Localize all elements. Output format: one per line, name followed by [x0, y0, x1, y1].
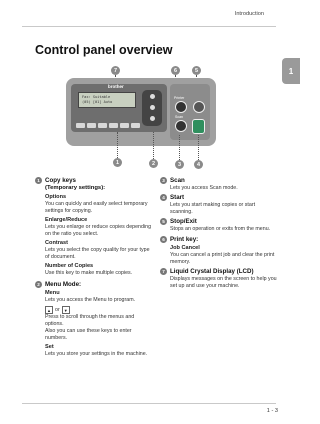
job-cancel-text: You can cancel a print job and clear the print memory. — [170, 252, 275, 265]
set-text: Lets you store your settings in the machine. — [45, 351, 148, 357]
page-number: 1 - 3 — [266, 408, 278, 414]
item-copy-keys — [35, 177, 153, 184]
left-column — [35, 177, 153, 358]
page-title: Control panel overview — [35, 43, 173, 57]
chapter-tab: 1 — [282, 58, 300, 84]
copy-key[interactable] — [120, 123, 129, 128]
callout-4: 4 — [194, 160, 203, 169]
callout-2: 2 — [149, 159, 158, 168]
item-number: 1 — [35, 177, 42, 184]
copy-key[interactable] — [98, 123, 107, 128]
lcd-line-2: (05) [01] Auto — [82, 100, 113, 104]
item-print-key — [160, 236, 278, 243]
callout-3: 3 — [175, 160, 184, 169]
footer-divider — [22, 403, 276, 404]
down-arrow-icon: ▼ — [62, 306, 70, 314]
item-title: Scan — [170, 177, 185, 184]
contrast-text: Lets you select the copy quality for your type of document. — [45, 247, 150, 260]
scan-text: Lets you access Scan mode. — [170, 185, 238, 191]
up-arrow-key[interactable] — [150, 94, 155, 99]
item-stop-exit — [160, 218, 278, 225]
down-arrow-key[interactable] — [150, 116, 155, 121]
print-key[interactable] — [175, 101, 187, 113]
callout-6: 6 — [171, 66, 180, 75]
item-title: Copy keys — [45, 177, 76, 184]
item-title: Start — [170, 194, 185, 201]
options-text: You can quickly and easily select temporary settings for copying. — [45, 201, 148, 214]
start-text: Lets you start making copies or start scanning. — [170, 202, 256, 215]
arrow-text: Press to scroll through the menus and options. — [45, 314, 135, 327]
copy-key[interactable] — [76, 123, 85, 128]
item-subtitle: (Temporary settings): — [45, 185, 106, 191]
brand-logo: brother — [108, 84, 124, 89]
leader-line — [179, 135, 180, 160]
item-number: 4 — [160, 194, 167, 201]
enlarge-text: Lets you enlarge or reduce copies depending on the ratio you select. — [45, 224, 152, 237]
right-column — [160, 177, 278, 290]
enlarge-heading: Enlarge/Reduce — [45, 217, 88, 223]
job-cancel-heading: Job Cancel — [170, 245, 200, 251]
item-scan — [160, 177, 278, 184]
item-number: 7 — [160, 268, 167, 275]
stop-exit-key[interactable] — [193, 101, 205, 113]
stop-exit-text: Stops an operation or exits from the menu. — [170, 226, 271, 232]
leader-line — [153, 132, 154, 159]
start-key[interactable] — [192, 119, 205, 134]
scan-label: Scan — [175, 115, 183, 119]
set-heading: Set — [45, 344, 54, 350]
arrow-text-2: Also you can use these keys to enter numbers. — [45, 328, 132, 341]
lcd-line-1: Fax: Suitable — [82, 95, 111, 99]
copies-heading: Number of Copies — [45, 263, 94, 269]
copy-key[interactable] — [109, 123, 118, 128]
copy-key[interactable] — [87, 123, 96, 128]
item-number: 3 — [160, 177, 167, 184]
item-number: 2 — [35, 281, 42, 288]
item-lcd — [160, 268, 278, 275]
set-key[interactable] — [150, 105, 155, 110]
callout-5: 5 — [192, 66, 201, 75]
item-title: Print key: — [170, 236, 199, 243]
item-title: Menu Mode: — [45, 281, 82, 288]
item-number: 5 — [160, 218, 167, 225]
menu-text: Lets you access the Menu to program. — [45, 297, 136, 303]
callout-1: 1 — [113, 158, 122, 167]
item-title: Liquid Crystal Display (LCD) — [170, 268, 254, 275]
running-title: Introduction — [234, 11, 264, 17]
arrow-keys — [35, 306, 153, 314]
callout-7: 7 — [111, 66, 120, 75]
copy-key[interactable] — [131, 123, 140, 128]
lcd-display — [78, 92, 136, 108]
contrast-heading: Contrast — [45, 240, 68, 246]
item-menu-mode — [35, 281, 153, 288]
printer-label: Printer — [174, 96, 185, 100]
copies-text: Use this key to make multiple copies. — [45, 270, 133, 276]
header-divider — [22, 26, 276, 27]
lcd-text: Displays messages on the screen to help you set up and use your machine. — [170, 276, 277, 289]
leader-line — [117, 132, 118, 158]
menu-heading: Menu — [45, 290, 60, 296]
copy-keys-row — [76, 123, 140, 128]
item-title: Stop/Exit — [170, 218, 197, 225]
item-start — [160, 194, 278, 201]
up-arrow-icon: ▲ — [45, 306, 53, 314]
item-number: 6 — [160, 236, 167, 243]
scan-key[interactable] — [175, 120, 187, 132]
options-heading: Options — [45, 194, 67, 200]
arrow-or: or — [55, 306, 60, 313]
leader-line — [198, 135, 199, 160]
